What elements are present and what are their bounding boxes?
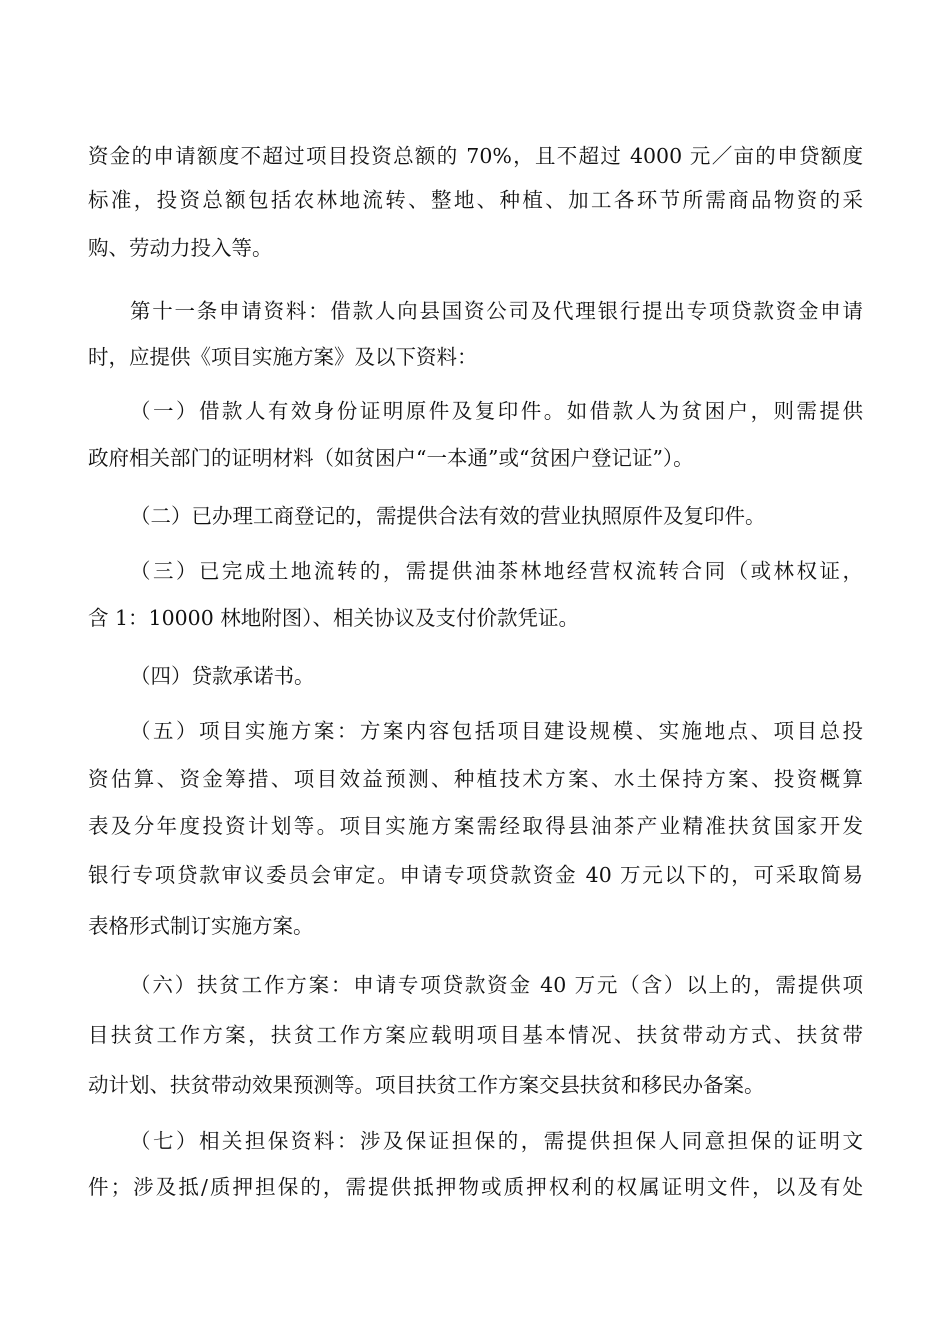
list-item-4-line: （四）贷款承诺书。 [130, 664, 315, 688]
list-item-5-line: 银行专项贷款审议委员会审定。申请专项贷款资金 40 万元以下的，可采取简易 [88, 863, 863, 887]
paragraph-line: 标准，投资总额包括农林地流转、整地、种植、加工各环节所需商品物资的采 [88, 188, 863, 212]
list-item-6-line: 动计划、扶贫带动效果预测等。项目扶贫工作方案交县扶贫和移民办备案。 [88, 1073, 765, 1097]
list-item-5-line: （五）项目实施方案：方案内容包括项目建设规模、实施地点、项目总投 [130, 719, 863, 743]
paragraph-line: 时，应提供《项目实施方案》及以下资料： [88, 345, 478, 369]
list-item-5-line: 表及分年度投资计划等。项目实施方案需经取得县油茶产业精准扶贫国家开发 [88, 814, 863, 838]
list-item-5-line: 表格形式制订实施方案。 [88, 914, 314, 938]
list-item-6-line: 目扶贫工作方案，扶贫工作方案应载明项目基本情况、扶贫带动方式、扶贫带 [88, 1023, 863, 1047]
list-item-7-line: （七）相关担保资料：涉及保证担保的，需提供担保人同意担保的证明文 [130, 1129, 863, 1153]
list-item-2-line: （二）已办理工商登记的，需提供合法有效的营业执照原件及复印件。 [130, 504, 766, 528]
list-item-5-line: 资估算、资金筹措、项目效益预测、种植技术方案、水土保持方案、投资概算 [88, 767, 863, 791]
list-item-1-line: 政府相关部门的证明材料（如贫困户“一本通”或“贫困户登记证”）。 [88, 446, 694, 470]
list-item-3-line: 含 1：10000 林地附图）、相关协议及支付价款凭证。 [88, 606, 580, 630]
list-item-1-line: （一）借款人有效身份证明原件及复印件。如借款人为贫困户，则需提供 [130, 399, 863, 423]
list-item-6-line: （六）扶贫工作方案：申请专项贷款资金 40 万元（含）以上的，需提供项 [130, 973, 863, 997]
list-item-7-line: 件；涉及抵/质押担保的，需提供抵押物或质押权利的权属证明文件，以及有处 [88, 1175, 863, 1199]
paragraph-line: 资金的申请额度不超过项目投资总额的 70%，且不超过 4000 元／亩的申贷额度 [88, 144, 863, 168]
article-heading-line: 第十一条申请资料：借款人向县国资公司及代理银行提出专项贷款资金申请 [130, 299, 863, 323]
list-item-3-line: （三）已完成土地流转的，需提供油茶林地经营权流转合同（或林权证， [130, 559, 863, 583]
paragraph-line: 购、劳动力投入等。 [88, 236, 273, 260]
